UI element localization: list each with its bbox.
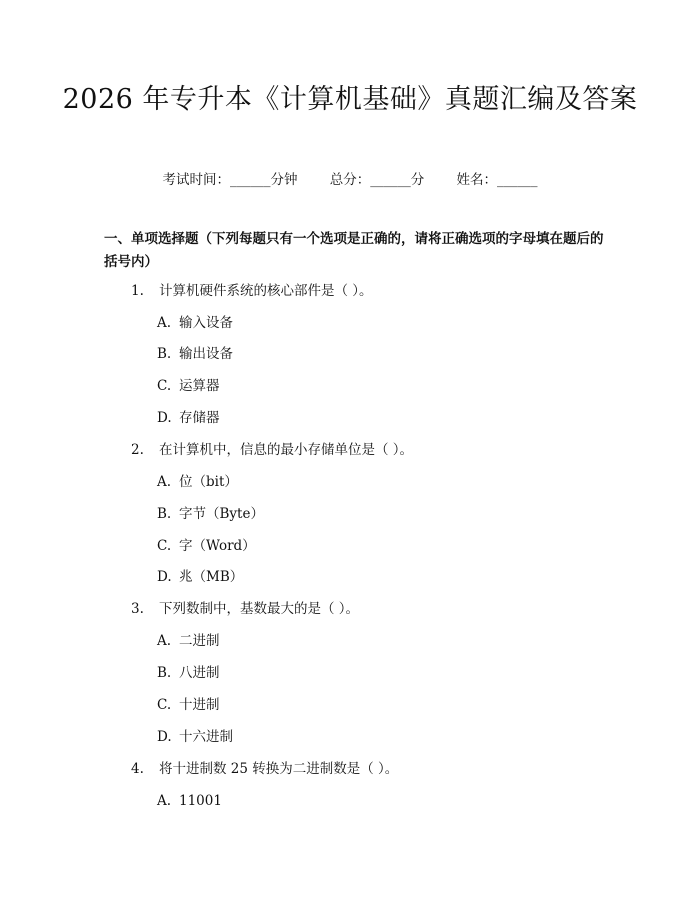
question-3 (131, 599, 359, 619)
page-title: 2026 年专升本《计算机基础》真题汇编及答案 (62, 84, 638, 115)
option-letter: B. (157, 346, 172, 362)
question-2-option-d (157, 567, 243, 587)
option-text: 八进制 (179, 665, 220, 681)
question-2 (131, 440, 413, 460)
option-letter: D. (157, 410, 172, 426)
question-2-option-a (157, 472, 238, 492)
option-text: 运算器 (179, 378, 220, 394)
option-text: 输出设备 (179, 346, 233, 362)
question-2-option-c (157, 536, 256, 556)
question-3-option-c (157, 695, 220, 715)
option-letter: D. (157, 569, 172, 585)
option-letter: A. (157, 315, 172, 331)
question-1-option-c (157, 376, 220, 396)
exam-name-field: 姓名：______ (456, 172, 538, 188)
option-text: 字（Word） (179, 538, 256, 554)
question-3-option-d (157, 727, 233, 747)
exam-score-field: 总分：______分 (329, 172, 425, 188)
question-1-option-d (157, 408, 220, 428)
question-number: 4. (131, 761, 144, 777)
option-text: 十六进制 (179, 729, 233, 745)
question-number: 2. (131, 442, 144, 458)
exam-time-field: 考试时间：______分钟 (162, 172, 298, 188)
option-text: 二进制 (179, 633, 220, 649)
option-text: 十进制 (179, 697, 220, 713)
question-1 (131, 281, 373, 301)
option-text: 存储器 (179, 410, 220, 426)
option-text: 字节（Byte） (179, 506, 264, 522)
question-text: 计算机硬件系统的核心部件是（ ）。 (159, 283, 373, 299)
question-3-option-a (157, 631, 220, 651)
question-1-option-b (157, 344, 233, 364)
exam-info-line (0, 168, 700, 188)
option-letter: B. (157, 506, 172, 522)
question-number: 1. (131, 283, 144, 299)
option-text: 兆（MB） (179, 569, 244, 585)
option-text: 输入设备 (179, 315, 233, 331)
option-text: 11001 (179, 793, 222, 809)
option-letter: A. (157, 474, 172, 490)
question-text: 在计算机中，信息的最小存储单位是（ ）。 (159, 442, 414, 458)
question-3-option-b (157, 663, 220, 683)
option-letter: B. (157, 665, 172, 681)
option-letter: A. (157, 793, 172, 809)
option-text: 位（bit） (179, 474, 238, 490)
question-number: 3. (131, 601, 144, 617)
option-letter: C. (157, 378, 172, 394)
question-2-option-b (157, 504, 264, 524)
option-letter: C. (157, 697, 172, 713)
question-4 (131, 759, 398, 779)
question-4-option-a (157, 791, 222, 811)
question-text: 下列数制中，基数最大的是（ ）。 (159, 601, 360, 617)
question-1-option-a (157, 313, 233, 333)
section-heading: 一、单项选择题（下列每题只有一个选项是正确的，请将正确选项的字母填在题后的括号内） (104, 231, 604, 270)
option-letter: C. (157, 538, 172, 554)
option-letter: D. (157, 729, 172, 745)
option-letter: A. (157, 633, 172, 649)
question-text: 将十进制数 25 转换为二进制数是（ ）。 (159, 761, 399, 777)
